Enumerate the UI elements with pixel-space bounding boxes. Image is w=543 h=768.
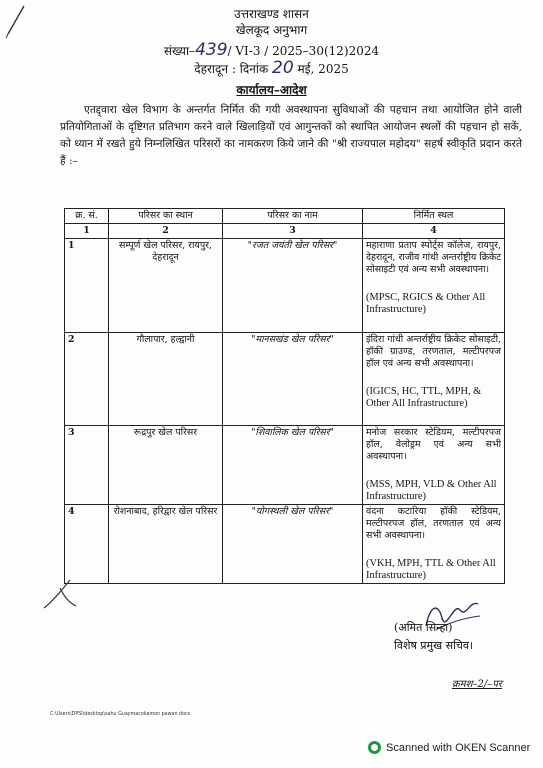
table-row: [65, 505, 505, 584]
table-row: [65, 426, 505, 505]
row-facilities: [363, 239, 505, 333]
row-campus-name: [223, 333, 363, 426]
reference-number: [0, 42, 543, 59]
row-facilities: [363, 333, 505, 426]
handwritten-reference-number: 439: [195, 40, 228, 60]
row-campus-name: [223, 426, 363, 505]
row-serial: 4: [65, 505, 109, 584]
row-serial: 3: [65, 426, 109, 505]
continuation-note: क्रमश–2/–पर: [452, 679, 502, 690]
row-facilities: [363, 505, 505, 584]
row-facilities: [363, 426, 505, 505]
column-number: 2: [109, 224, 223, 239]
facilities-english: (MSS, MPH, VLD & Other All Infrastructure): [366, 479, 497, 502]
table-row: [65, 239, 505, 333]
facilities-hindi: वंदना कटारिया हॉकी स्टेडियम, मल्टीपरपज हॉल, तरणताल एवं अन्य सभी अवस्थापना।: [366, 506, 501, 541]
oken-scanner-logo-icon: [368, 741, 381, 754]
facilities-hindi: महाराणा प्रताप स्पोर्ट्स कॉलेज, रायपुर, देहरादून, राजीव गांधी अन्तर्राष्ट्रीय क्रिकेट सोसाइटी एवं अन्य सभी अवस्थापना।: [366, 240, 501, 275]
header-serial: क्र. सं.: [65, 209, 109, 224]
reference-suffix: / VI-3 / 2025–30(12)2024: [227, 44, 380, 58]
facilities-english: (MPSC, RGICS & Other All Infrastructure): [366, 292, 486, 315]
row-campus-name: [223, 505, 363, 584]
facilities-hindi: मनोज सरकार स्टेडियम, मल्टीपरपज हॉल, वेलोड्रम एवं अन्य सभी अवस्थापना।: [366, 427, 501, 462]
scanner-text: Scanned with OKEN Scanner: [386, 741, 531, 754]
column-number: 1: [65, 224, 109, 239]
signatory-name: (अमित सिन्हा): [394, 621, 453, 634]
government-title: उत्तराखण्ड शासन: [234, 7, 309, 21]
campus-name-text: "मानसखंड खेल परिसर": [251, 334, 334, 345]
row-location: रूद्रपुर खेल परिसर: [109, 426, 223, 505]
row-location: गौलापार, हल्द्वानी: [109, 333, 223, 426]
facilities-english: (IGICS, HC, TTL, MPH, & Other All Infrastructure): [366, 386, 482, 409]
campus-name-text: "रजत जयंती खेल परिसर": [247, 240, 338, 251]
column-number: 4: [363, 224, 505, 239]
order-date: [0, 60, 543, 77]
column-number: 3: [223, 224, 363, 239]
row-location: सम्पूर्ण खेल परिसर, रायपुर, देहरादून: [109, 239, 223, 333]
file-path-footer: C:\Users\DPSI\desktop\sahu Guaymacokamon pawan docs: [50, 712, 191, 717]
campus-name-text: "योगस्थली खेल परिसर": [251, 506, 334, 517]
venue-naming-table: [64, 208, 505, 584]
scanner-watermark: [368, 741, 530, 754]
margin-scribble: [40, 576, 80, 612]
row-serial: 2: [65, 333, 109, 426]
facilities-english: (VKH, MPH, TTL & Other All Infrastructure): [366, 558, 496, 581]
row-campus-name: [223, 239, 363, 333]
header-built-facilities: निर्मित स्थल: [363, 209, 505, 224]
order-paragraph: एतद्द्वारा खेल विभाग के अन्तर्गत निर्मित की गयी अवस्थापना सुविधाओं की पहचान तथा आयोजित होने वाली प्रतियोगिताओं के दृष्टिगत प्रतिभाग करने वाले खिलाड़ियों एवं आगुन्तकों को स्थापित आयोजन स्थलों की पहचान हो सकें, को ध्यान में रखते हुये निम्नलिखित परिसरों का नामकरण किये जाने की "श्री राज्यपाल महोदय" सहर्ष स्वीकृति प्रदान करते हैं :–: [60, 104, 522, 167]
reference-prefix: संख्या–: [163, 44, 196, 58]
header-location: परिसर का स्थान: [109, 209, 223, 224]
order-title: कार्यालय–आदेश: [236, 83, 307, 97]
facilities-hindi: इंदिरा गांधी अन्तर्राष्ट्रीय क्रिकेट सोसाइटी, हॉकी ग्राउण्ड, तरणताल, मल्टीपरपज हॉल एवं अन्य सभी अवस्थापना।: [366, 334, 501, 369]
row-serial: 1: [65, 239, 109, 333]
column-number-row: [65, 224, 505, 239]
date-suffix: मई, 2025: [297, 62, 349, 76]
table-row: [65, 333, 505, 426]
handwritten-date-day: 20: [272, 58, 294, 78]
campus-name-text: "शिवालिक खेल परिसर": [251, 427, 334, 438]
signatory-designation: विशेष प्रमुख सचिव।: [394, 639, 474, 652]
date-prefix: देहरादून : दिनांक: [194, 62, 269, 76]
header-campus-name: परिसर का नाम: [223, 209, 363, 224]
department-section: खेलकूद अनुभाग: [235, 23, 308, 37]
row-location: रोशनाबाद, हरिद्वार खेल परिसर: [109, 505, 223, 584]
